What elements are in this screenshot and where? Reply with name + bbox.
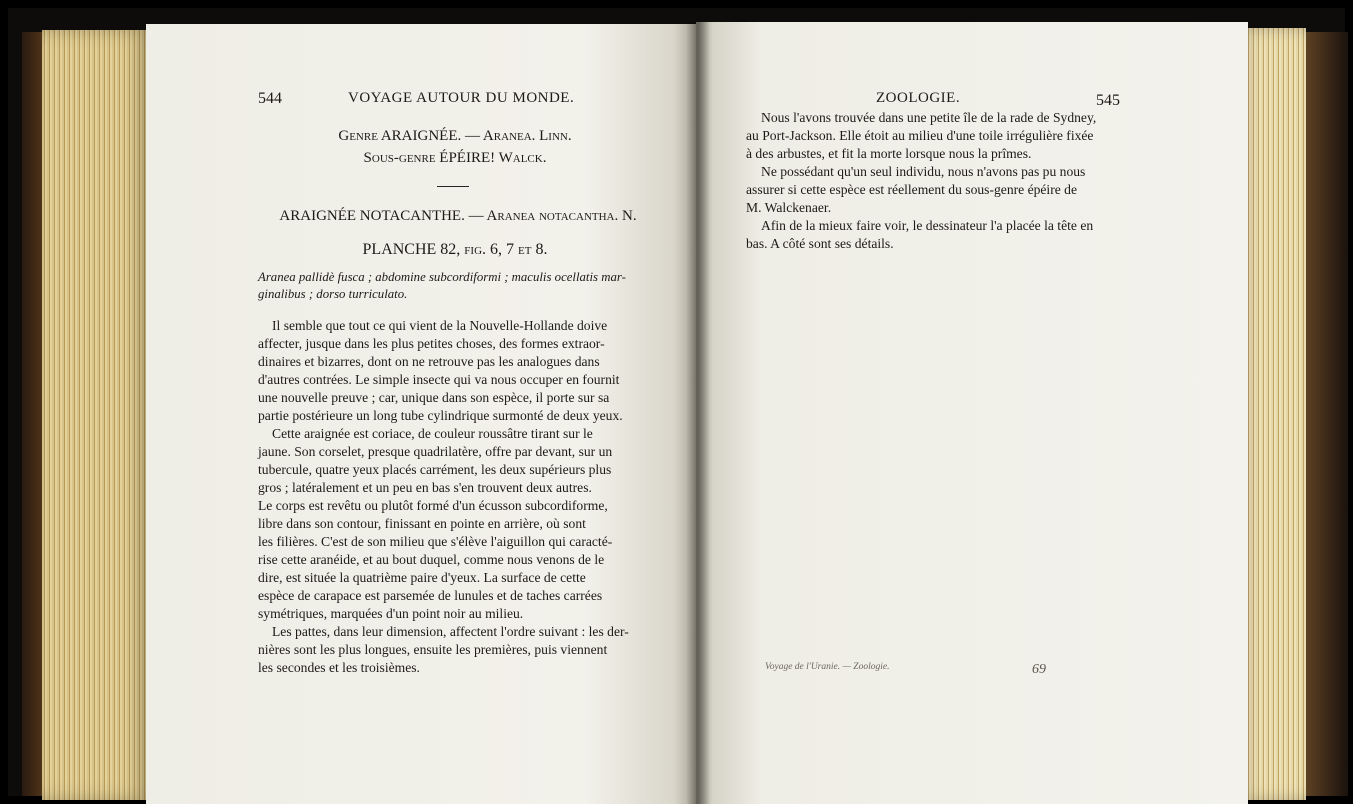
body-line: les filières. C'est de son milieu que s'élève l'aiguillon qui caracté-: [258, 534, 613, 549]
body-line: Cette araignée est coriace, de couleur roussâtre tirant sur le: [272, 426, 593, 441]
body-line: Le corps est revêtu ou plutôt formé d'un écusson subcordiforme,: [258, 498, 608, 513]
body-line: dire, est située la quatrième paire d'yeux. La surface de cette: [258, 570, 586, 585]
body-line: tubercule, quatre yeux placés carrément, les deux supérieurs plus: [258, 462, 612, 477]
body-line: espèce de carapace est parsemée de lunules et de taches carrées: [258, 588, 603, 603]
left-page-number: 544: [258, 90, 282, 107]
body-line: gros ; latéralement et un peu en bas s'en trouvent deux autres.: [258, 480, 592, 495]
genus-heading: Genre ARAIGNÉE. — Aranea. Linn.: [338, 128, 572, 144]
open-book: [8, 8, 1345, 796]
body-line: affecter, jusque dans les plus petites choses, des formes extraor-: [258, 336, 605, 351]
body-line: libre dans son contour, finissant en pointe en arrière, où sont: [258, 516, 586, 531]
body-line: M. Walckenaer.: [746, 200, 832, 215]
book-gutter: [686, 22, 710, 804]
subgenus-heading: Sous-genre ÉPÉIRE! Walck.: [363, 150, 547, 166]
body-line: jaune. Son corselet, presque quadrilatère, offre par devant, sur un: [258, 444, 613, 459]
body-line: symétriques, marquées d'un point noir au milieu.: [258, 606, 524, 621]
body-line: dinaires et bizarres, dont on ne retrouve pas les analogues dans: [258, 354, 600, 369]
section-rule: [437, 186, 469, 187]
body-line: Les pattes, dans leur dimension, affectent l'ordre suivant : les der-: [272, 624, 629, 639]
body-line: rise cette aranéide, et au bout duquel, comme nous venons de le: [258, 552, 605, 567]
body-line: au Port-Jackson. Elle étoit au milieu d'une toile irrégulière fixée: [746, 128, 1094, 143]
body-line: une nouvelle preuve ; car, unique dans son espèce, il porte sur sa: [258, 390, 610, 405]
left-page-edges: [42, 30, 150, 800]
body-line: assurer si cette espèce est réellement du sous-genre épéire de: [746, 182, 1078, 197]
body-line: partie postérieure un long tube cylindrique surmonté de deux yeux.: [258, 408, 623, 423]
body-line: bas. A côté sont ses détails.: [746, 236, 894, 251]
right-page-number: 545: [1096, 92, 1120, 109]
body-line: Ne possédant qu'un seul individu, nous n'avons pas pu nous: [761, 164, 1086, 179]
right-running-title: ZOOLOGIE.: [876, 90, 961, 106]
body-line: Il semble que tout ce qui vient de la Nouvelle-Hollande doive: [272, 318, 608, 333]
body-line: Afin de la mieux faire voir, le dessinateur l'a placée la tête en: [761, 218, 1094, 233]
body-line: à des arbustes, et fit la morte lorsque nous la prîmes.: [746, 146, 1032, 161]
body-line: les secondes et les troisièmes.: [258, 660, 420, 675]
species-heading: ARAIGNÉE NOTACANTHE. — Aranea notacantha. N.: [279, 208, 637, 224]
volume-footer: Voyage de l'Uranie. — Zoologie.: [765, 662, 890, 672]
plate-reference: PLANCHE 82, fig. 6, 7 et 8.: [362, 241, 548, 258]
latin-diagnosis-line: Aranea pallidè fusca ; abdomine subcordiformi ; maculis ocellatis mar-: [258, 270, 626, 284]
latin-diagnosis-line: ginalibus ; dorso turriculato.: [258, 287, 408, 301]
signature-mark: 69: [1032, 662, 1046, 677]
body-line: nières sont les plus longues, ensuite les premières, puis viennent: [258, 642, 608, 657]
body-line: Nous l'avons trouvée dans une petite île de la rade de Sydney,: [761, 110, 1097, 125]
left-running-title: VOYAGE AUTOUR DU MONDE.: [348, 90, 575, 106]
body-line: d'autres contrées. Le simple insecte qui va nous occuper en fournit: [258, 372, 620, 387]
